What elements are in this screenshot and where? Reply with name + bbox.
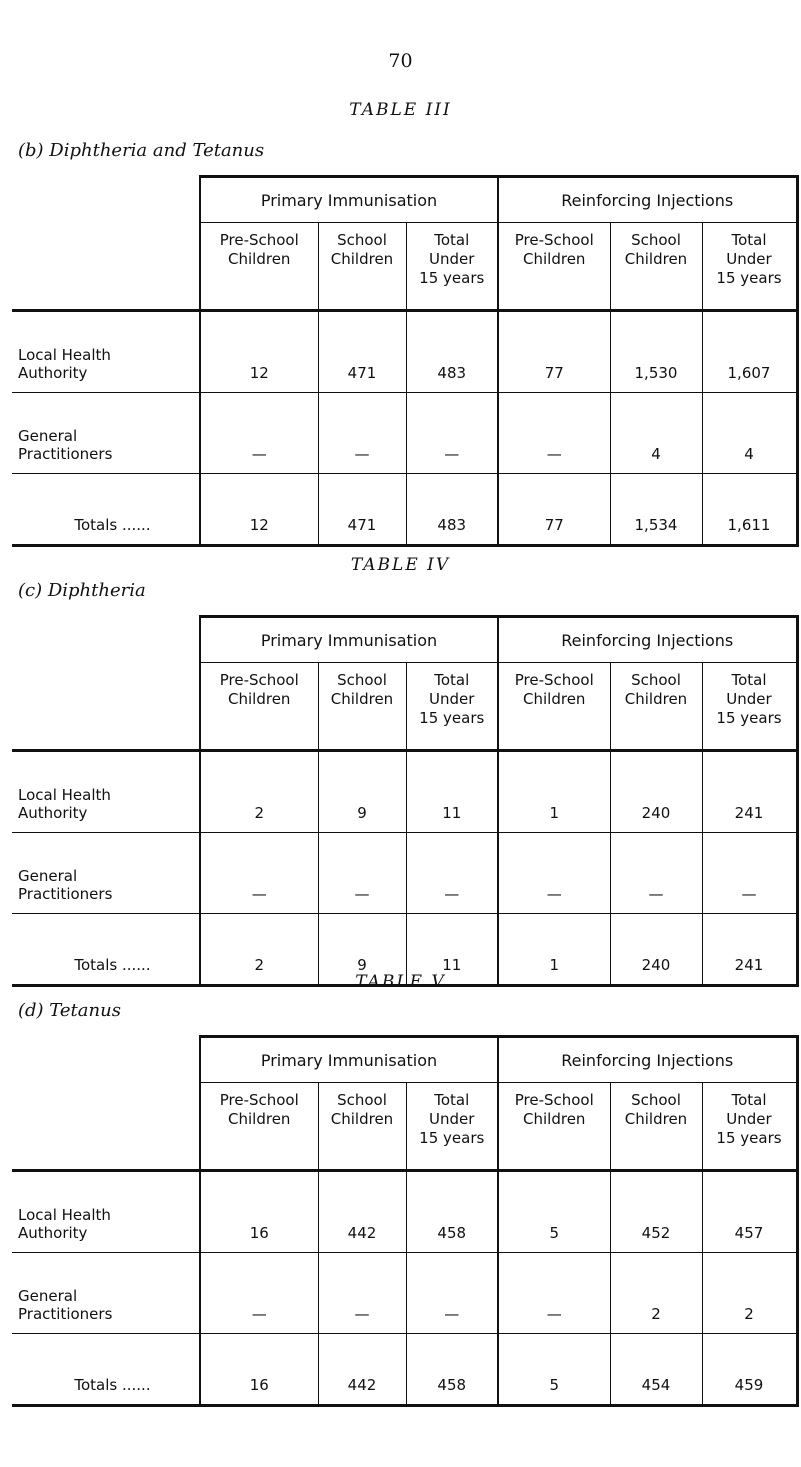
- table-cell: 442: [318, 1334, 406, 1406]
- total-header-line: 15 years: [716, 1129, 782, 1147]
- primary-immunisation-header: Primary Immunisation: [200, 617, 498, 663]
- row-label-lha: [12, 311, 200, 393]
- table-row-lha: [12, 751, 797, 833]
- table-row-gp: [12, 1253, 797, 1334]
- table-cell: 9: [318, 751, 406, 833]
- table-cell: 12: [200, 311, 318, 393]
- preschool-column-header: [498, 1083, 610, 1171]
- total-header-line: Under: [726, 1110, 772, 1128]
- table-cell: 16: [200, 1171, 318, 1253]
- row-label-text: Totals ......: [74, 956, 151, 974]
- table-cell: —: [702, 833, 797, 914]
- school-header-line: Children: [330, 250, 394, 268]
- school-column-header: [318, 663, 406, 751]
- table-cell: —: [200, 1253, 318, 1334]
- row-label-line: Local Health: [18, 1206, 111, 1224]
- preschool-header-line: Pre-School: [514, 231, 594, 249]
- table-cell: 11: [406, 914, 498, 986]
- table-cell: 458: [406, 1171, 498, 1253]
- table-title: TABLE V: [355, 972, 446, 992]
- preschool-column-header: [498, 223, 610, 311]
- table-cell: 483: [406, 311, 498, 393]
- corner-cell: [12, 617, 200, 751]
- total-header-line: Total: [731, 1091, 767, 1109]
- row-label-line: Authority: [18, 804, 88, 822]
- total-header-line: Under: [429, 690, 475, 708]
- row-label-line: Practitioners: [18, 885, 113, 903]
- table-cell: 442: [318, 1171, 406, 1253]
- row-label-line: Practitioners: [18, 1305, 113, 1323]
- table-title: TABLE IV: [350, 555, 451, 575]
- total-header-line: Total: [434, 231, 470, 249]
- table-cell: 2: [200, 751, 318, 833]
- group-header-row: [12, 177, 797, 223]
- table-cell: —: [318, 833, 406, 914]
- table-cell: 1,534: [610, 474, 702, 546]
- preschool-column-header: [200, 663, 318, 751]
- table-cell: 1,607: [702, 311, 797, 393]
- total-header-line: Total: [731, 671, 767, 689]
- school-header-line: School: [337, 231, 387, 249]
- table-row-lha: [12, 1171, 797, 1253]
- row-label-text: Totals ......: [74, 516, 151, 534]
- preschool-column-header: [200, 223, 318, 311]
- total-column-header: [406, 663, 498, 751]
- table-cell: 471: [318, 474, 406, 546]
- table-cell: 1,530: [610, 311, 702, 393]
- row-label-gp: [12, 1253, 200, 1334]
- table-cell: 9: [318, 914, 406, 986]
- section-label: (d) Tetanus: [18, 1000, 121, 1021]
- school-header-line: School: [337, 671, 387, 689]
- group-header-row: [12, 1037, 797, 1083]
- school-header-line: Children: [624, 690, 688, 708]
- table-cell: 458: [406, 1334, 498, 1406]
- table-cell: 452: [610, 1171, 702, 1253]
- page-number: 70: [388, 50, 413, 72]
- row-label-line: Authority: [18, 1224, 88, 1242]
- immunisation-table: [12, 615, 799, 987]
- group-header-row: [12, 617, 797, 663]
- school-column-header: [318, 223, 406, 311]
- school-header-line: School: [631, 1091, 681, 1109]
- table-cell: 1: [498, 751, 610, 833]
- preschool-column-header: [200, 1083, 318, 1171]
- preschool-header-line: Children: [228, 1110, 291, 1128]
- row-label-gp: [12, 833, 200, 914]
- table-cell: —: [498, 393, 610, 474]
- total-column-header: [406, 1083, 498, 1171]
- table-cell: 457: [702, 1171, 797, 1253]
- total-header-line: Total: [434, 671, 470, 689]
- table-cell: 4: [702, 393, 797, 474]
- table-row-gp: [12, 833, 797, 914]
- table-cell: 1: [498, 914, 610, 986]
- immunisation-table: [12, 175, 799, 547]
- total-column-header: [702, 663, 797, 751]
- table-cell: 16: [200, 1334, 318, 1406]
- preschool-header-line: Children: [228, 250, 291, 268]
- total-header-line: 15 years: [419, 269, 485, 287]
- total-header-line: 15 years: [716, 709, 782, 727]
- table-cell: —: [318, 393, 406, 474]
- table-cell: 5: [498, 1171, 610, 1253]
- table-row-totals: [12, 474, 797, 546]
- table-cell: 241: [702, 751, 797, 833]
- preschool-header-line: Pre-School: [219, 671, 299, 689]
- immunisation-table: [12, 1035, 799, 1407]
- total-column-header: [702, 1083, 797, 1171]
- school-column-header: [610, 223, 702, 311]
- table-row-gp: [12, 393, 797, 474]
- total-header-line: 15 years: [716, 269, 782, 287]
- school-header-line: School: [631, 671, 681, 689]
- row-label-totals: [12, 1334, 200, 1406]
- table-cell: —: [406, 833, 498, 914]
- preschool-header-line: Children: [228, 690, 291, 708]
- preschool-header-line: Pre-School: [514, 1091, 594, 1109]
- table-cell: —: [200, 833, 318, 914]
- reinforcing-injections-header: Reinforcing Injections: [498, 617, 797, 663]
- row-label-line: General: [18, 867, 78, 885]
- row-label-totals: [12, 474, 200, 546]
- row-label-line: Authority: [18, 364, 88, 382]
- total-header-line: Total: [434, 1091, 470, 1109]
- preschool-header-line: Pre-School: [514, 671, 594, 689]
- table-cell: 12: [200, 474, 318, 546]
- school-header-line: Children: [330, 1110, 394, 1128]
- table-cell: —: [406, 1253, 498, 1334]
- primary-immunisation-header: Primary Immunisation: [200, 177, 498, 223]
- table-cell: 1,611: [702, 474, 797, 546]
- table-cell: —: [200, 393, 318, 474]
- table-cell: —: [498, 833, 610, 914]
- total-header-line: Under: [429, 1110, 475, 1128]
- primary-immunisation-header: Primary Immunisation: [200, 1037, 498, 1083]
- preschool-header-line: Children: [523, 1110, 586, 1128]
- table-cell: 2: [702, 1253, 797, 1334]
- row-label-gp: [12, 393, 200, 474]
- row-label-line: Practitioners: [18, 445, 113, 463]
- section-label: (b) Diphtheria and Tetanus: [18, 140, 265, 161]
- school-column-header: [610, 663, 702, 751]
- school-header-line: School: [631, 231, 681, 249]
- corner-cell: [12, 1037, 200, 1171]
- preschool-header-line: Pre-School: [219, 231, 299, 249]
- row-label-lha: [12, 1171, 200, 1253]
- table-row-lha: [12, 311, 797, 393]
- table-row-totals: [12, 1334, 797, 1406]
- table-cell: 11: [406, 751, 498, 833]
- table-cell: —: [610, 833, 702, 914]
- reinforcing-injections-header: Reinforcing Injections: [498, 1037, 797, 1083]
- table-cell: 483: [406, 474, 498, 546]
- table-cell: —: [498, 1253, 610, 1334]
- table-cell: 459: [702, 1334, 797, 1406]
- total-column-header: [406, 223, 498, 311]
- row-label-line: Local Health: [18, 346, 111, 364]
- table-cell: —: [318, 1253, 406, 1334]
- row-label-line: General: [18, 1287, 78, 1305]
- school-header-line: Children: [624, 1110, 688, 1128]
- preschool-header-line: Pre-School: [219, 1091, 299, 1109]
- school-column-header: [610, 1083, 702, 1171]
- school-column-header: [318, 1083, 406, 1171]
- school-header-line: School: [337, 1091, 387, 1109]
- table-cell: 240: [610, 751, 702, 833]
- total-header-line: 15 years: [419, 1129, 485, 1147]
- total-header-line: 15 years: [419, 709, 485, 727]
- table-cell: 2: [200, 914, 318, 986]
- total-column-header: [702, 223, 797, 311]
- table-cell: 77: [498, 474, 610, 546]
- row-label-text: Totals ......: [74, 1376, 151, 1394]
- corner-cell: [12, 177, 200, 311]
- school-header-line: Children: [330, 690, 394, 708]
- table-cell: —: [406, 393, 498, 474]
- table-cell: 4: [610, 393, 702, 474]
- table-cell: 5: [498, 1334, 610, 1406]
- table-cell: 241: [702, 914, 797, 986]
- table-title: TABLE III: [349, 100, 452, 120]
- table-cell: 454: [610, 1334, 702, 1406]
- reinforcing-injections-header: Reinforcing Injections: [498, 177, 797, 223]
- total-header-line: Under: [726, 690, 772, 708]
- total-header-line: Under: [726, 250, 772, 268]
- total-header-line: Under: [429, 250, 475, 268]
- row-label-line: Local Health: [18, 786, 111, 804]
- table-cell: 471: [318, 311, 406, 393]
- preschool-column-header: [498, 663, 610, 751]
- table-cell: 77: [498, 311, 610, 393]
- row-label-lha: [12, 751, 200, 833]
- table-cell: 240: [610, 914, 702, 986]
- preschool-header-line: Children: [523, 690, 586, 708]
- preschool-header-line: Children: [523, 250, 586, 268]
- section-label: (c) Diphtheria: [18, 580, 146, 601]
- total-header-line: Total: [731, 231, 767, 249]
- school-header-line: Children: [624, 250, 688, 268]
- row-label-line: General: [18, 427, 78, 445]
- table-cell: 2: [610, 1253, 702, 1334]
